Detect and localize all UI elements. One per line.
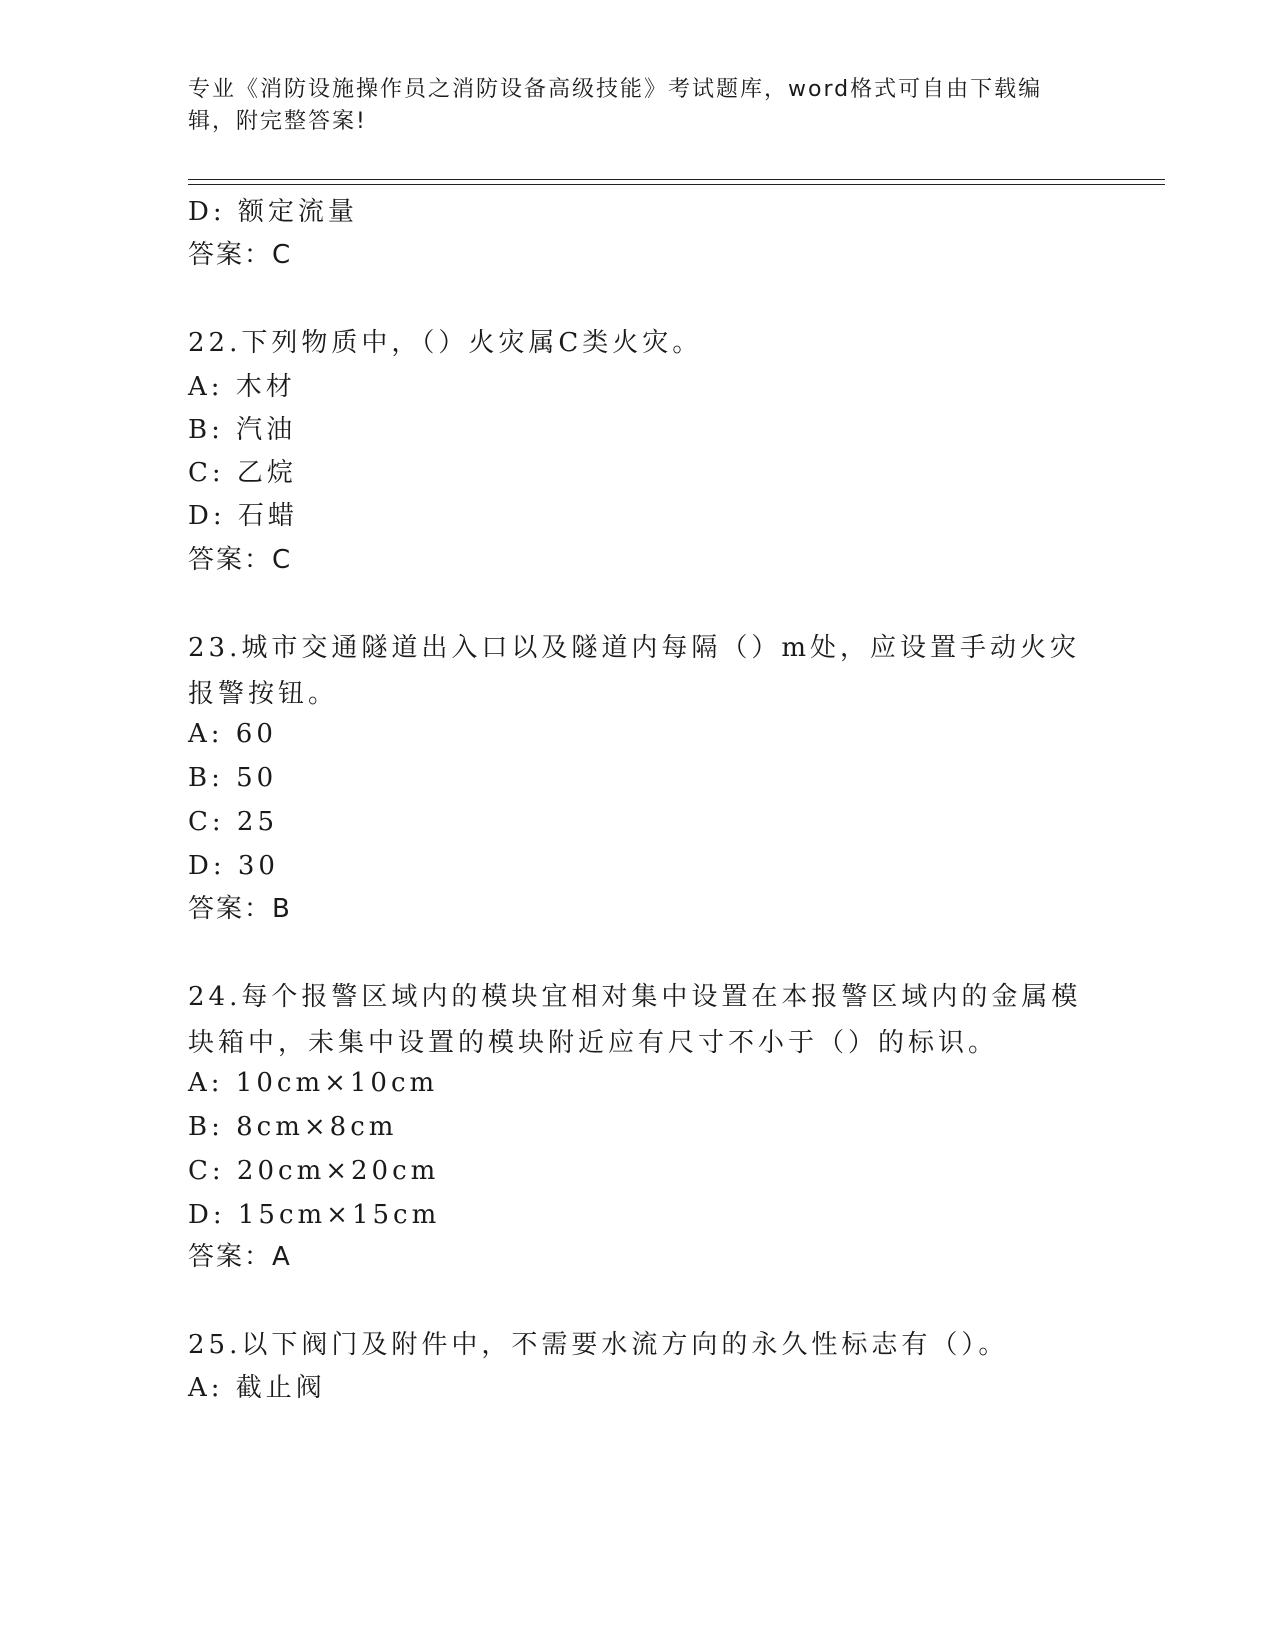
- question-22-option-c: C: 乙烷: [188, 458, 297, 488]
- prev-answer: 答案：C: [188, 240, 293, 270]
- document-header: 专业《消防设施操作员之消防设备高级技能》考试题库，word格式可自由下载编辑，附完整答案!: [188, 77, 1043, 134]
- question-24-option-c: C: 20cm×20cm: [188, 1156, 440, 1186]
- question-24-option-b: B: 8cm×8cm: [188, 1112, 398, 1142]
- question-22-answer: 答案：C: [188, 545, 293, 575]
- question-24-stem: 24.每个报警区域内的模块宜相对集中设置在本报警区域内的金属模块箱中，未集中设置的模块附近应有尺寸不小于（）的标识。: [188, 982, 1082, 1058]
- question-23-option-a: A: 60: [188, 719, 277, 749]
- question-24-option-a: A: 10cm×10cm: [188, 1068, 439, 1098]
- question-22-option-a: A: 木材: [188, 372, 296, 402]
- question-25-stem: 25.以下阀门及附件中，不需要水流方向的永久性标志有（）。: [188, 1330, 1009, 1360]
- question-22-option-d: D: 石蜡: [188, 501, 298, 531]
- question-23-option-c: C: 25: [188, 807, 279, 837]
- prev-option-d: D: 额定流量: [188, 197, 358, 227]
- question-23-stem: 23.城市交通隧道出入口以及隧道内每隔（）m处，应设置手动火灾报警按钮。: [188, 633, 1081, 709]
- question-22-option-b: B: 汽油: [188, 415, 297, 445]
- question-24-answer: 答案：A: [188, 1242, 292, 1272]
- question-23-answer: 答案：B: [188, 894, 292, 924]
- header-divider-top: [188, 179, 1165, 180]
- header-divider-bottom: [188, 184, 1165, 185]
- question-24-option-d: D: 15cm×15cm: [188, 1200, 441, 1230]
- question-25-option-a: A: 截止阀: [188, 1373, 326, 1403]
- question-22-stem: 22.下列物质中，（）火灾属C类火灾。: [188, 328, 703, 358]
- question-23-option-b: B: 50: [188, 763, 278, 793]
- question-23-option-d: D: 30: [188, 851, 279, 881]
